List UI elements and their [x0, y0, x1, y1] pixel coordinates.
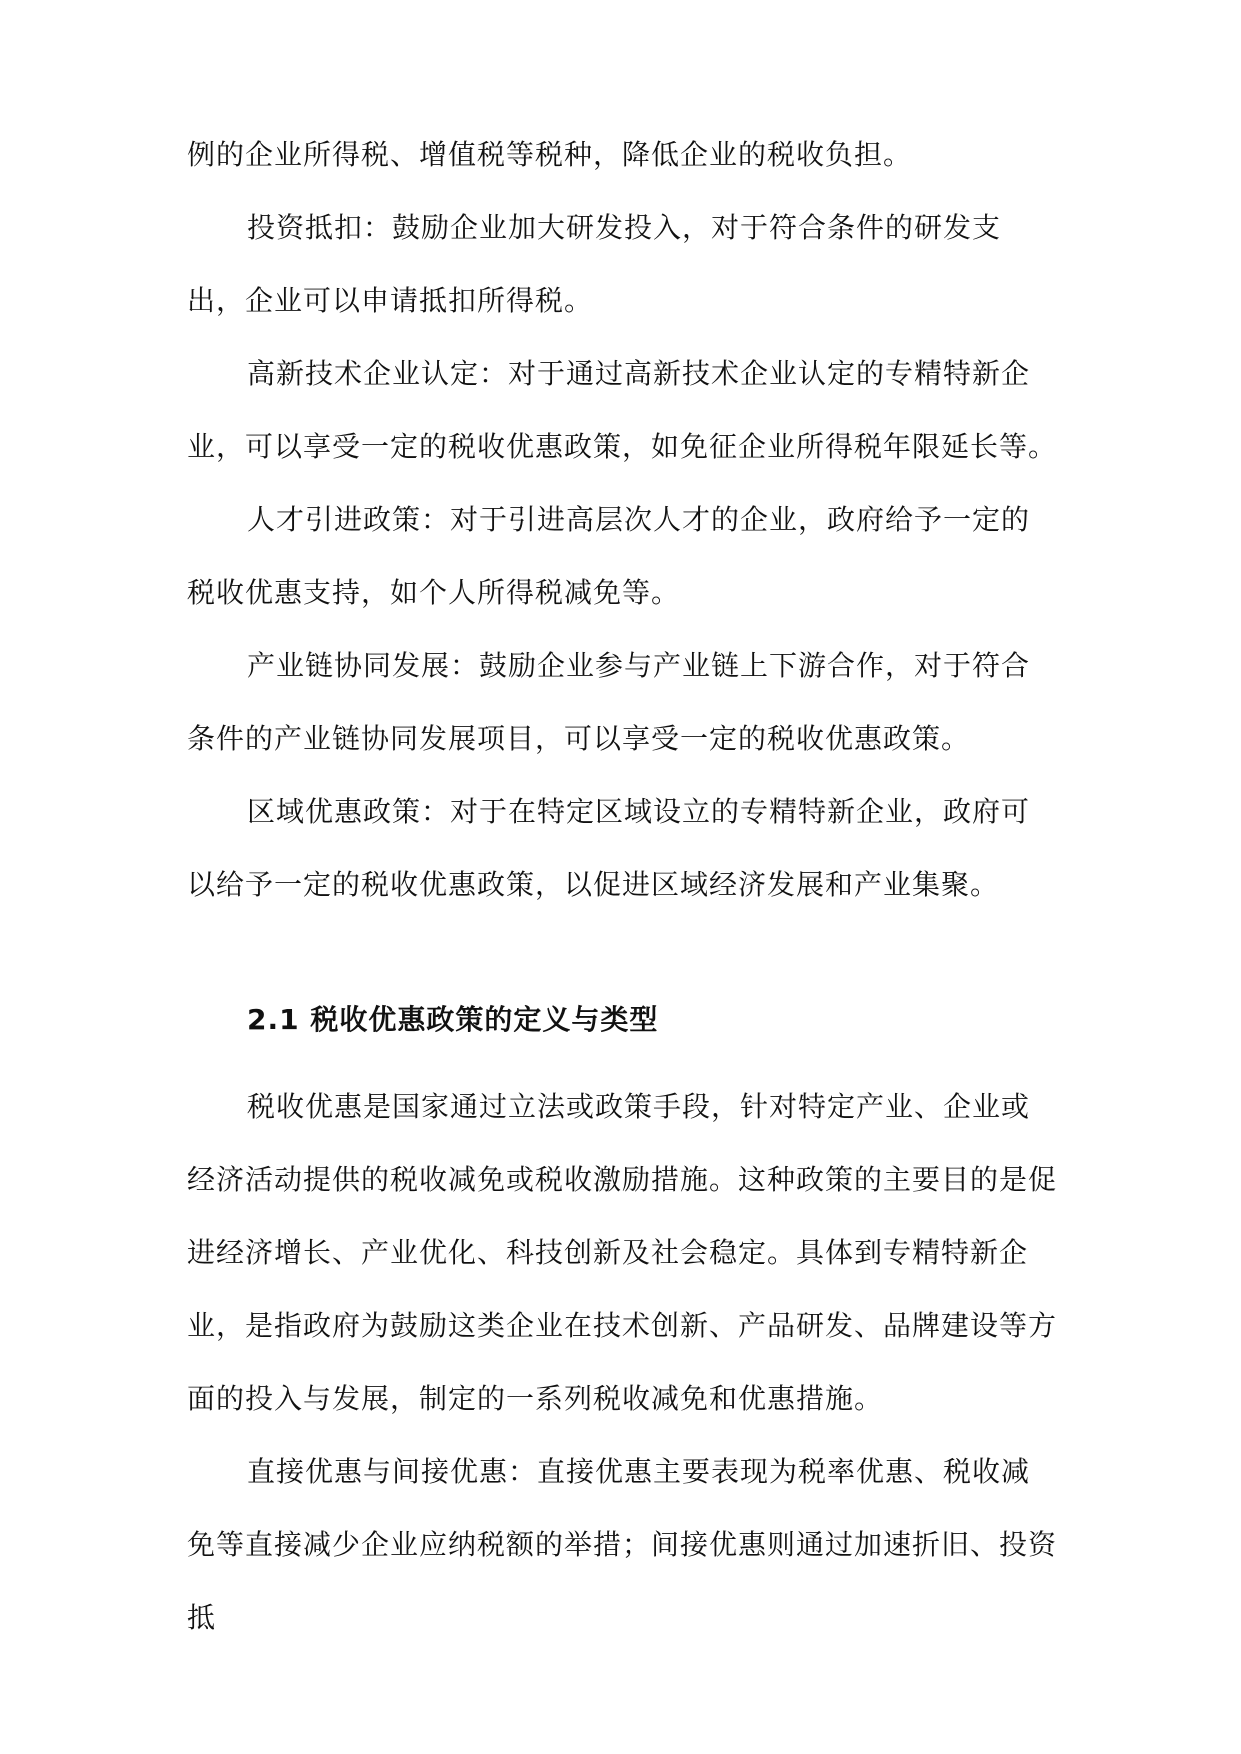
paragraph-industry-chain: 产业链协同发展：鼓励企业参与产业链上下游合作，对于符合条件的产业链协同发展项目，可以享受一定的税收优惠政策。	[187, 649, 1031, 755]
paragraph-talent-policy: 人才引进政策：对于引进高层次人才的企业，政府给予一定的税收优惠支持，如个人所得税减免等。	[187, 503, 1031, 609]
paragraph-definition: 税收优惠是国家通过立法或政策手段，针对特定产业、企业或经济活动提供的税收减免或税收激励措施。这种政策的主要目的是促进经济增长、产业优化、科技创新及社会稳定。具体到专精特新企业，是指政府为鼓励这类企业在技术创新、产品研发、品牌建设等方面的投入与发展，制定的一系列税收减免和优惠措施。	[187, 1090, 1058, 1415]
paragraph-investment-deduction: 投资抵扣：鼓励企业加大研发投入，对于符合条件的研发支出，企业可以申请抵扣所得税。	[187, 211, 1002, 317]
paragraph-regional-policy: 区域优惠政策：对于在特定区域设立的专精特新企业，政府可以给予一定的税收优惠政策，以促进区域经济发展和产业集聚。	[187, 795, 1031, 901]
paragraph-high-tech-certification: 高新技术企业认定：对于通过高新技术企业认定的专精特新企业，可以享受一定的税收优惠政策，如免征企业所得税年限延长等。	[187, 357, 1058, 463]
section-heading: 2.1 税收优惠政策的定义与类型	[247, 1003, 659, 1036]
paragraph-continuation: 例的企业所得税、增值税等税种，降低企业的税收负担。	[187, 138, 913, 171]
paragraph-direct-indirect: 直接优惠与间接优惠：直接优惠主要表现为税率优惠、税收减免等直接减少企业应纳税额的举措；间接优惠则通过加速折旧、投资抵	[187, 1455, 1058, 1634]
